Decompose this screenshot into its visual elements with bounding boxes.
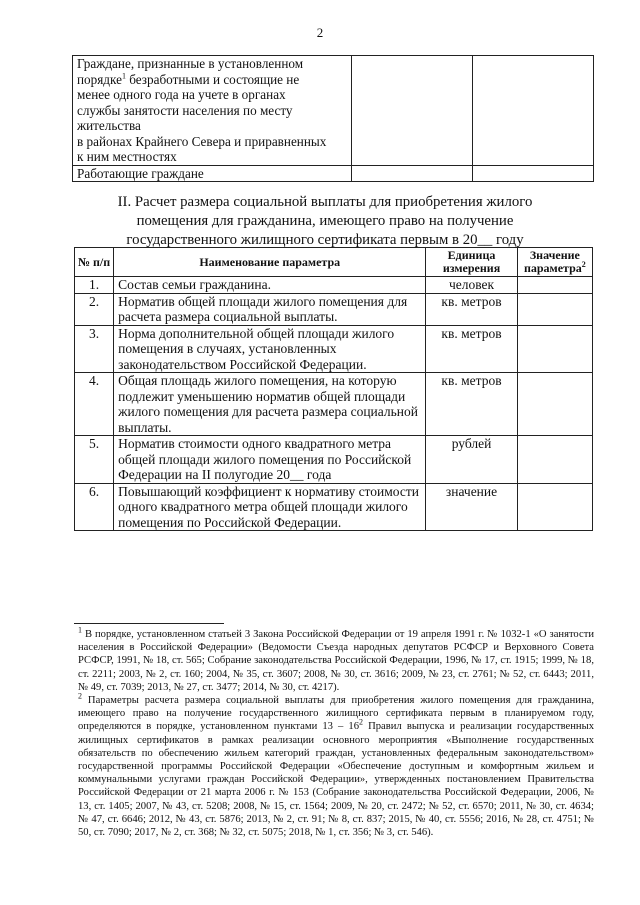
row-num: 5.	[75, 436, 114, 484]
top-table	[72, 55, 594, 182]
table-cell-empty	[473, 165, 594, 182]
table-row	[75, 325, 593, 373]
row-num: 4.	[75, 373, 114, 436]
row-num: 6.	[75, 483, 114, 531]
row-num: 2.	[75, 293, 114, 325]
row-value	[517, 293, 592, 325]
header-name: Наименование параметра	[114, 248, 426, 277]
parameters-table	[74, 247, 593, 531]
row-value	[517, 483, 592, 531]
footnote-1: $^1$ В порядке, установленном статьей 3 Закона Российской Федерации от 19 апреля 1991 г. № 1032-1 «О занятости населения в Российской Федерации» (Ведомости Съезда народных депутатов РСФСР и Верховного Совета РСФСР, 1991, № 18, ст. 565; Собрание законодательства Российской Федерации, 1996, № 17, ст. 1915; 1999, № 18, ст. 2211; 2003, № 2, ст. 160; 2004, № 35, ст. 3607; 2008, № 30, ст. 3616; 2009, № 23, ст. 2761; № 52, ст. 6443; 2011, № 49, ст. 7039; 2013, № 27, ст. 3477; 2014, № 30, ст. 4217).	[78, 625, 594, 693]
footnote-mark: 1	[121, 71, 126, 81]
footnote-2: $^2$ Параметры расчета размера социальной выплаты для приобретения жилого помещения для гражданина, имеющего право на получение государственного жилищного сертификата первым в планируемом году, определяются в порядке, установленном пунктами $13 - 16^2$ Правил выпуска и реализации государственных жилищных сертификатов в рамках реализации основного мероприятия «Выполнение государственных обязательств по обеспечению жильем категорий граждан, установленных федеральным законодательством» государственной программы Российской Федерации «Обеспечение доступным и комфортным жильем и коммунальными услугами граждан Российской Федерации», утвержденных постановлением Правительства Российской Федерации от 21 марта 2006 г. № 153 (Собрание законодательства Российской Федерации, 2006, № 13, ст. 1405; 2007, № 43, ст. 5208; 2008, № 15, ст. 1564; 2009, № 20, ст. 2472; № 52, ст. 6570; 2011, № 30, ст. 4634; № 47, ст. 6646; 2012, № 43, ст. 5876; 2013, № 2, ст. 91; № 8, ст. 837; 2015, № 40, ст. 5556; 2016, № 28, ст. 4751; № 50, ст. 7090; 2017, № 2, ст. 368; № 32, ст. 5075; 2018, № 1, ст. 356; № 3, ст. 546).	[78, 691, 594, 839]
table-cell-category: Работающие граждане	[73, 165, 352, 182]
table-cell-empty	[352, 56, 473, 166]
table-cell-empty	[352, 165, 473, 182]
table-row	[75, 436, 593, 484]
row-name: Норматив стоимости одного квадратного метра общей площади жилого помещения по Российской Федерации на II полугодие 20__ года	[114, 436, 426, 484]
row-num: 3.	[75, 325, 114, 373]
table-row	[75, 277, 593, 294]
footnotes	[78, 625, 594, 839]
row-value	[517, 325, 592, 373]
row-value	[517, 373, 592, 436]
table-row	[75, 483, 593, 531]
section-title: II. Расчет размера социальной выплаты для приобретения жилого помещения для гражданина, имеющего право на получение государственного жилищного сертификата первым в 20__ году	[117, 194, 533, 248]
table-row	[75, 373, 593, 436]
table-row	[75, 293, 593, 325]
page-number: 2	[316, 25, 324, 40]
row-num: 1.	[75, 277, 114, 294]
row-name: Общая площадь жилого помещения, на которую подлежит уменьшению норматив общей площади жилого помещения для расчета размера социальной выплаты.	[114, 373, 426, 436]
row-unit: кв. метров	[426, 293, 517, 325]
table-header-row	[75, 248, 593, 277]
header-unit: Единица измерения	[426, 248, 517, 277]
row-value	[517, 436, 592, 484]
row-name: Состав семьи гражданина.	[114, 277, 426, 294]
row-unit: кв. метров	[426, 373, 517, 436]
table-row	[73, 56, 594, 166]
row-value	[517, 277, 592, 294]
table-row	[73, 165, 594, 182]
row-name: Повышающий коэффициент к нормативу стоимости одного квадратного метра общей площади жилого помещения по Российской Федерации.	[114, 483, 426, 531]
header-num: № п/п	[75, 248, 114, 277]
table-cell-empty	[473, 56, 594, 166]
row-name: Норма дополнительной общей площади жилого помещения в случаях, установленных законодательством Российской Федерации.	[114, 325, 426, 373]
footnote-divider	[74, 623, 224, 624]
header-value: Значение параметра$^2$	[517, 248, 592, 277]
row-unit: кв. метров	[426, 325, 517, 373]
row-unit: значение	[426, 483, 517, 531]
row-unit: рублей	[426, 436, 517, 484]
table-cell-category: Граждане, признанные в установленном порядке$^1$ безработными и состоящие не менее одного года на учете в органах службы занятости населения по месту жительства в районах Крайнего Севера и приравненных к ним местностях	[73, 56, 352, 166]
row-unit: человек	[426, 277, 517, 294]
row-name: Норматив общей площади жилого помещения для расчета размера социальной выплаты.	[114, 293, 426, 325]
